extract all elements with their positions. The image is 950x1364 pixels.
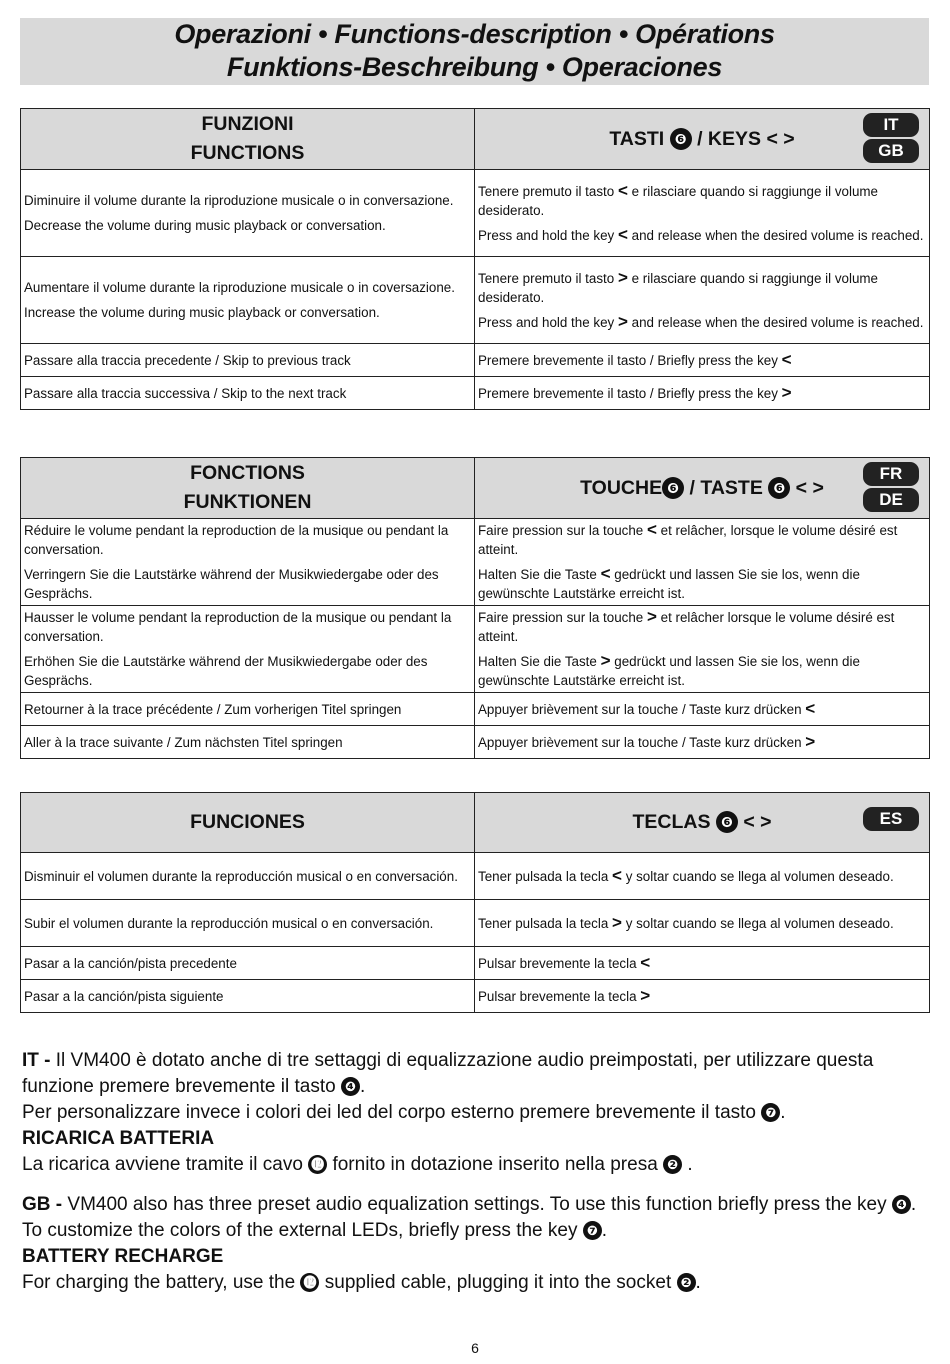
right-arrow-icon: > [781,382,792,402]
header-text: FUNKTIONEN [183,491,312,513]
badge-fr: FR [863,462,919,486]
language-badges [863,113,919,165]
key-12-icon: ⓬ [300,1273,319,1292]
key-6-icon: ❻ [670,128,692,150]
table-row [21,606,930,693]
table-cell [475,377,930,410]
table-cell [475,170,930,257]
table-row [21,947,930,980]
table-header-functions [21,458,475,519]
note-text: VM400 also has three preset audio equalization settings. To use this function briefly press the key [67,1194,887,1215]
note-text: Il VM400 è dotato anche di tre settaggi di equalizzazione audio preimpostati, per utilizzare questa funzione premere brevemente il tasto [22,1050,874,1097]
cell-text: Pulsar brevemente la tecla [478,988,637,1004]
table-cell: Disminuir el volumen durante la reproducción musical o en conversación. [21,853,475,900]
table-row [21,980,930,1013]
cell-text: Aumentare il volume durante la riproduzione musicale o in coversazione. [24,280,455,295]
cell-text: Pulsar brevemente la tecla [478,955,637,971]
cell-text: and release when the desired volume is reached. [631,314,924,330]
key-12-icon: ⓬ [308,1155,327,1174]
cell-text: Halten Sie die Taste [478,567,597,582]
right-arrow-icon: > [646,607,657,626]
key-4-icon: ❹ [341,1077,360,1096]
table-header-functions: FUNCIONES [21,793,475,853]
header-text: FONCTIONS [190,462,305,484]
table-row [21,726,930,759]
key-7-icon: ❼ [761,1103,780,1122]
cell-text: et relâcher, lorsque le volume désiré est atteint. [478,523,898,557]
cell-text: Press and hold the key [478,227,615,243]
cell-text: Premere brevemente il tasto / Briefly press the key [478,352,778,368]
badge-de: DE [863,488,919,512]
table-cell [475,900,930,947]
table-header-keys [475,458,930,519]
table-cell: Passare alla traccia successiva / Skip to the next track [21,377,475,410]
header-text: / TASTE [689,476,763,499]
cell-text: et relâcher lorsque le volume désiré est atteint. [478,610,895,644]
left-arrow-icon: < [617,180,628,200]
cell-text: gedrückt und lassen Sie sie los, wenn die gewünschte Lautstärke erreicht ist. [478,654,860,688]
table-row [21,900,930,947]
note-text: fornito in dotazione inserito nella presa [332,1154,658,1175]
table-cell [21,606,475,693]
table-row [21,170,930,257]
badge-it: IT [863,113,919,137]
table-cell: Aller à la trace suivante / Zum nächsten Titel springen [21,726,475,759]
note-text: supplied cable, plugging it into the socket [324,1272,672,1293]
key-7-icon: ❼ [583,1221,602,1240]
notes-section [22,1048,922,1296]
note-gb-eq: GB - VM400 also has three preset audio equalization settings. To use this function briefly press the key ❹ . [22,1194,917,1215]
table-cell [475,980,930,1013]
page-number: 6 [471,1340,479,1356]
cell-text: Appuyer brièvement sur la touche / Taste kurz drücken [478,734,802,750]
cell-text: y soltar cuando se llega al volumen deseado. [625,868,894,884]
table-row [21,377,930,410]
note-text: For charging the battery, use the [22,1272,296,1293]
cell-text: Decrease the volume during music playback or conversation. [24,218,386,233]
cell-text: y soltar cuando se llega al volumen deseado. [625,915,894,931]
table-cell: Pasar a la canción/pista siguiente [21,980,475,1013]
table-cell [21,257,475,344]
table-cell [475,344,930,377]
header-text: TOUCHE [580,476,663,499]
left-arrow-icon: < [781,349,792,369]
table-row [21,519,930,606]
note-text: La ricarica avviene tramite il cavo [22,1154,303,1175]
functions-table-es [20,792,930,1013]
cell-text: Erhöhen Sie die Lautstärke während der Musikwiedergabe oder des Gesprächs. [24,654,428,688]
cell-text: Appuyer brièvement sur la touche / Taste kurz drücken [478,701,802,717]
table-row [21,693,930,726]
note-it-eq: IT - Il VM400 è dotato anche di tre settaggi di equalizzazione audio preimpostati, per utilizzare questa funzione premere brevemente il tasto ❹ . [22,1050,874,1097]
cell-text: Faire pression sur la touche [478,610,644,625]
cell-text: e rilasciare quando si raggiunge il volume desiderato. [478,183,879,218]
note-text: Per personalizzare invece i colori dei led del corpo esterno premere brevemente il tasto [22,1102,756,1123]
lang-label: GB - [22,1194,63,1215]
cell-text: Tener pulsada la tecla [478,915,609,931]
table-header-keys [475,109,930,170]
table-row [21,853,930,900]
right-arrow-icon: > [600,651,611,670]
cell-text: Tenere premuto il tasto [478,183,615,199]
note-heading: BATTERY RECHARGE [22,1246,224,1267]
badge-gb: GB [863,139,919,163]
right-arrow-icon: > [617,311,628,331]
cell-text: Faire pression sur la touche [478,523,644,538]
table-cell [475,519,930,606]
note-heading: RICARICA BATTERIA [22,1128,215,1149]
left-arrow-icon: < [646,520,657,539]
cell-text: Tener pulsada la tecla [478,868,609,884]
key-6-icon: ❻ [768,477,790,499]
language-badges [863,462,919,514]
functions-table-fr-de [20,457,930,759]
cell-text: Verringern Sie die Lautstärke während der Musikwiedergabe oder des Gesprächs. [24,567,439,601]
header-text: FUNCTIONS [190,142,305,164]
cell-text: Press and hold the key [478,314,615,330]
left-arrow-icon: < [805,698,816,718]
table-row [21,344,930,377]
note-gb-led: To customize the colors of the external LEDs, briefly press the key ❼ . [22,1220,608,1241]
left-arrow-icon: < [600,564,611,583]
cell-text: Diminuire il volume durante la riproduzione musicale o in conversazione. [24,193,454,208]
table-cell [21,170,475,257]
header-text: TECLAS [632,811,711,833]
table-cell [475,853,930,900]
cell-text: Réduire le volume pendant la reproduction de la musique ou pendant la conversation. [24,523,449,557]
table-cell: Passare alla traccia precedente / Skip to previous track [21,344,475,377]
table-cell [475,726,930,759]
note-it-charge: La ricarica avviene tramite il cavo ⓬ fornito in dotazione inserito nella presa ❷ . [22,1154,693,1175]
header-text: / KEYS [697,127,762,150]
title-line-1: Operazioni • Functions-description • Opérations [174,19,775,49]
table-cell [21,519,475,606]
arrows-icon: < > [743,811,772,833]
table-header-functions [21,109,475,170]
functions-table-it-gb [20,108,930,410]
table-header-keys [475,793,930,853]
left-arrow-icon: < [640,952,651,972]
left-arrow-icon: < [617,224,628,244]
note-text: To customize the colors of the external LEDs, briefly press the key [22,1220,578,1241]
key-4-icon: ❹ [892,1195,911,1214]
note-it-led: Per personalizzare invece i colori dei led del corpo esterno premere brevemente il tasto ❼ . [22,1102,786,1123]
page-title-banner [20,18,929,85]
table-cell: Retourner à la trace précédente / Zum vorherigen Titel springen [21,693,475,726]
right-arrow-icon: > [640,985,651,1005]
table-row [21,257,930,344]
cell-text: gedrückt und lassen Sie sie los, wenn die gewünschte Lautstärke erreicht ist. [478,567,860,601]
header-text: TASTI [609,127,665,150]
table-cell: Subir el volumen durante la reproducción musical o en conversación. [21,900,475,947]
key-2-icon: ❷ [663,1155,682,1174]
key-6-icon: ❻ [662,477,684,499]
cell-text: e rilasciare quando si raggiunge il volume desiderato. [478,270,879,305]
lang-label: IT - [22,1050,51,1071]
right-arrow-icon: > [805,731,816,751]
right-arrow-icon: > [617,267,628,287]
table-cell: Pasar a la canción/pista precedente [21,947,475,980]
table-cell [475,947,930,980]
cell-text: and release when the desired volume is reached. [631,227,924,243]
table-cell [475,606,930,693]
key-2-icon: ❷ [677,1273,696,1292]
badge-es: ES [863,807,919,831]
table-cell [475,257,930,344]
left-arrow-icon: < [612,865,622,885]
key-6-icon: ❻ [716,811,738,833]
table-cell [475,693,930,726]
header-text: FUNZIONI [201,113,294,135]
title-line-2: Funktions-Beschreibung • Operaciones [226,52,723,82]
right-arrow-icon: > [612,912,622,932]
cell-text: Hausser le volume pendant la reproduction de la musique ou pendant la conversation. [24,610,452,644]
arrows-icon: < > [766,127,795,150]
cell-text: Increase the volume during music playback or conversation. [24,305,380,320]
cell-text: Premere brevemente il tasto / Briefly press the key [478,385,778,401]
arrows-icon: < > [795,476,824,499]
cell-text: Tenere premuto il tasto [478,270,615,286]
note-gb-charge: For charging the battery, use the ⓬ supplied cable, plugging it into the socket ❷ . [22,1272,701,1293]
cell-text: Halten Sie die Taste [478,654,597,669]
